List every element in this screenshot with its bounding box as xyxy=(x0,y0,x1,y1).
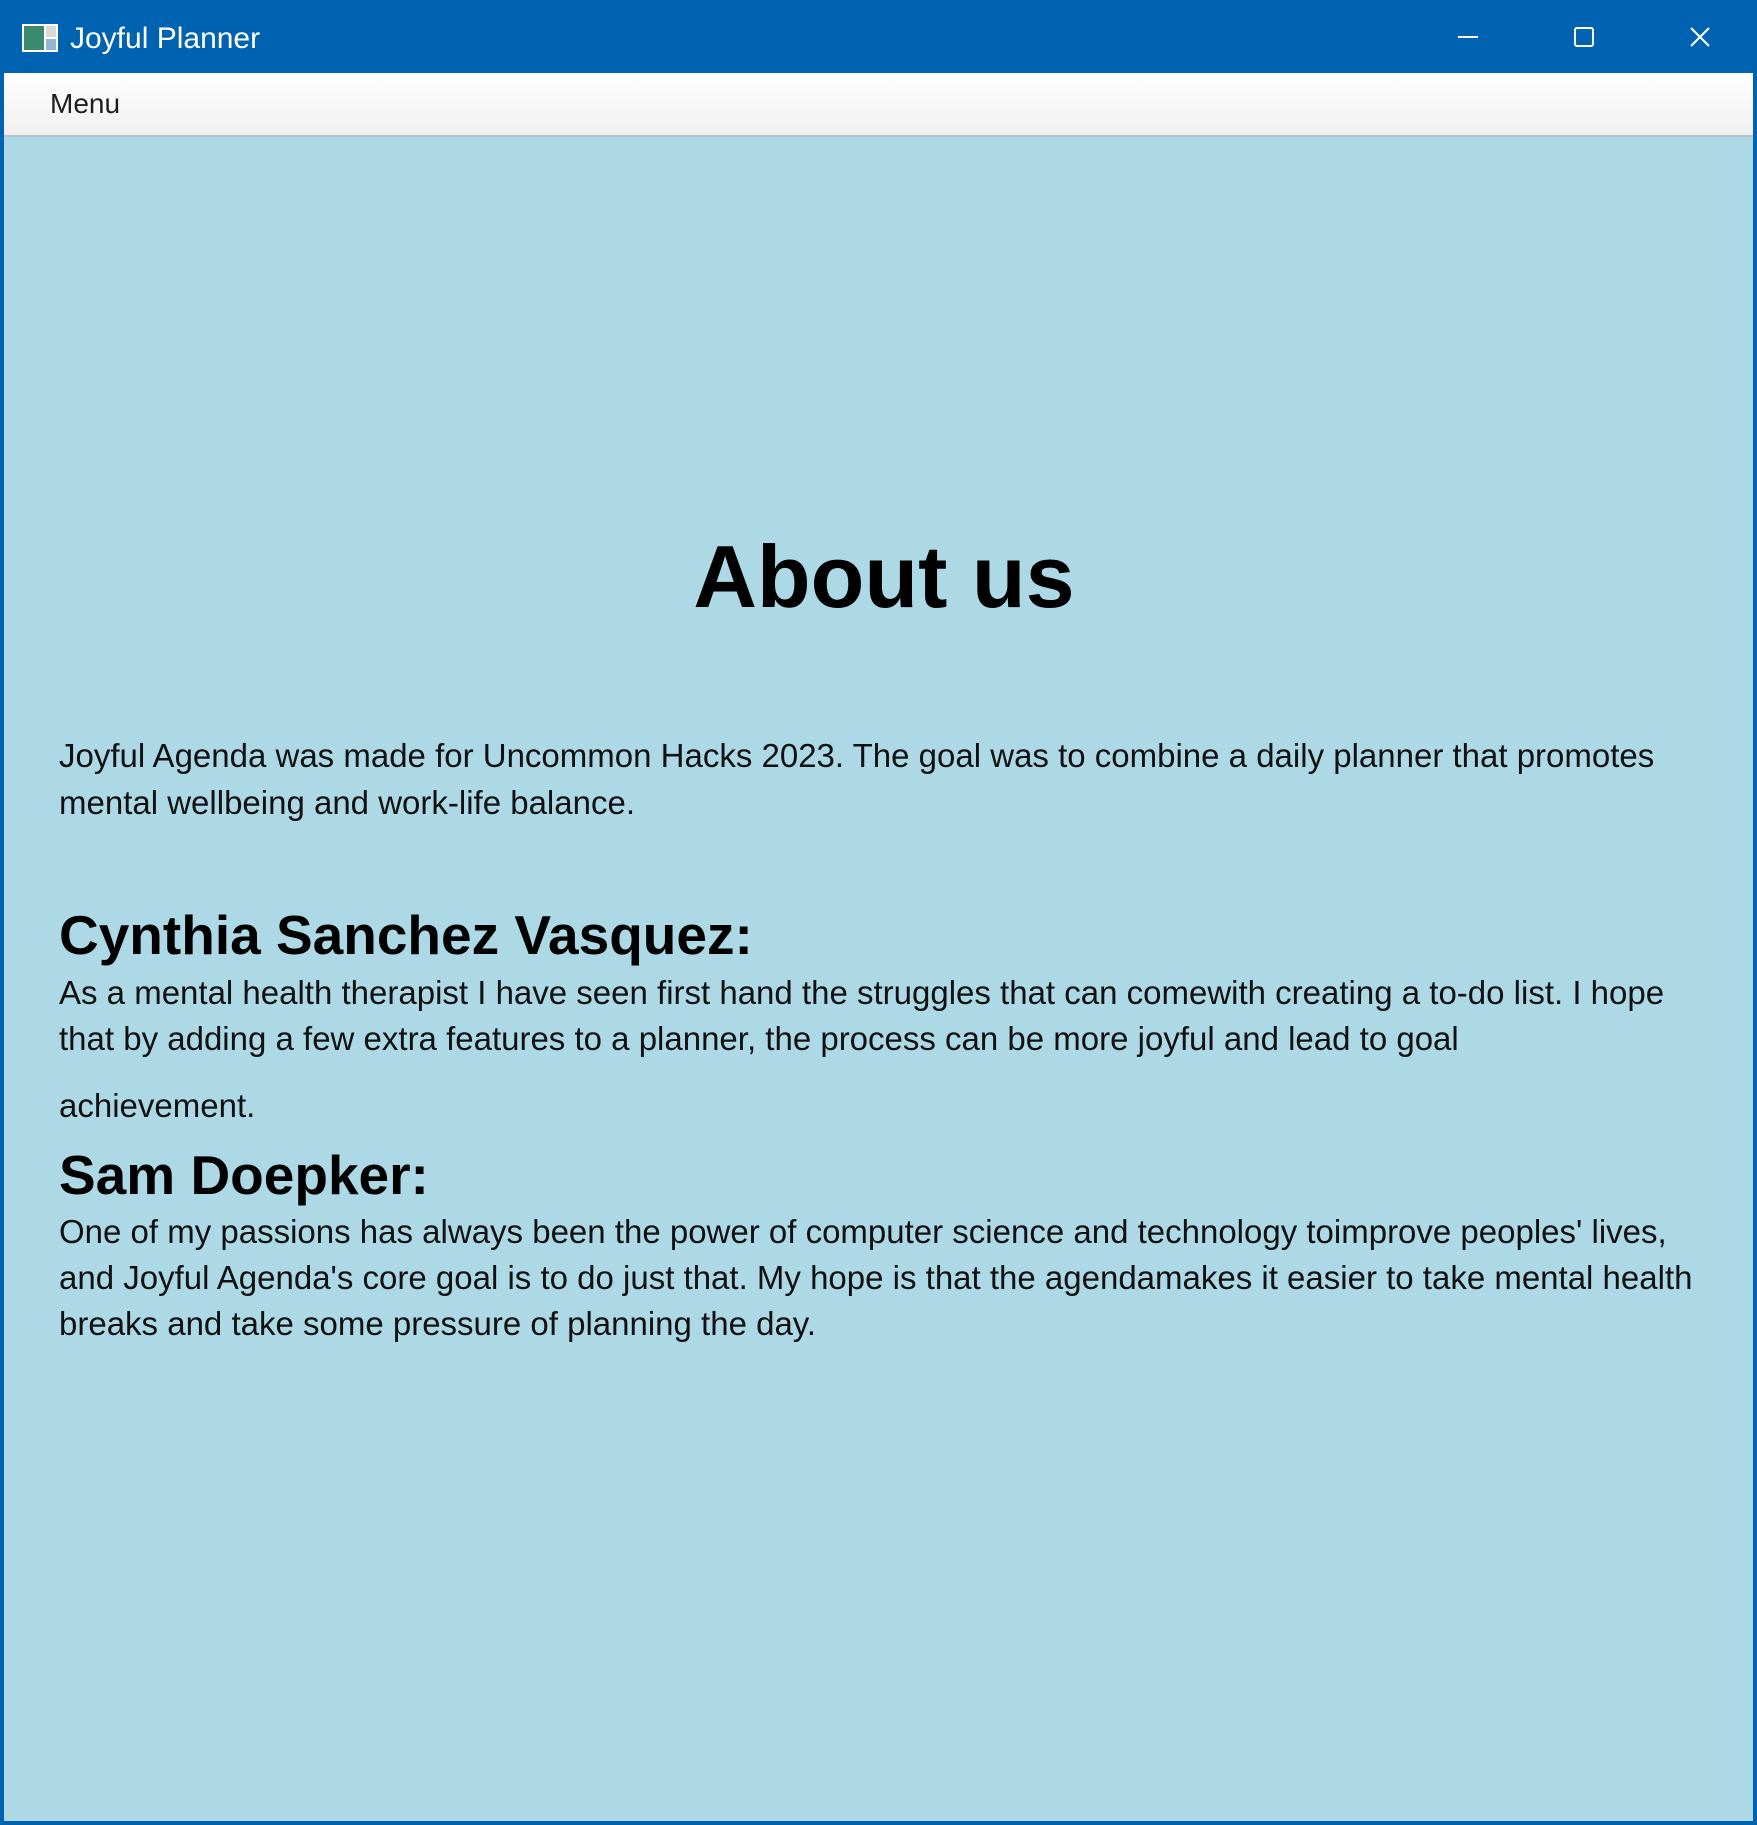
member-bio-sam: One of my passions has always been the power of computer science and technology toimprove peoples' lives, and Joyful Agenda's core goal is to do just that. My hope is that the agendamakes it easier to take mental health breaks and take some pressure of planning the day. xyxy=(59,1213,1693,1342)
window-title: Joyful Planner xyxy=(70,22,261,55)
page-title: About us xyxy=(693,527,1075,626)
member-bio-cynthia-end: achievement. xyxy=(59,1087,256,1124)
minimize-button[interactable] xyxy=(1410,0,1526,73)
maximize-button[interactable] xyxy=(1526,0,1642,73)
intro-paragraph: Joyful Agenda was made for Uncommon Hacks 2023. The goal was to combine a daily planner that promotes mental wellbeing and work-life balance. xyxy=(59,737,1655,821)
menu-item-menu[interactable]: Menu xyxy=(50,88,121,119)
menu-bar xyxy=(4,73,1753,137)
minimize-icon xyxy=(1456,25,1480,49)
member-name-cynthia: Cynthia Sanchez Vasquez: xyxy=(59,904,753,966)
maximize-icon xyxy=(1572,25,1596,49)
app-icon xyxy=(22,24,58,52)
title-bar[interactable] xyxy=(4,0,1753,73)
member-bio-cynthia-text: As a mental health therapist I have seen first hand the struggles that can comewith creating a to-do list. I hope that by adding a few extra features to a planner, the process can be more joyful and lead to goal xyxy=(59,974,1665,1057)
member-name-sam: Sam Doepker: xyxy=(59,1144,429,1206)
member-bio-cynthia xyxy=(59,970,1699,1129)
close-icon xyxy=(1688,25,1712,49)
close-button[interactable] xyxy=(1642,0,1757,73)
